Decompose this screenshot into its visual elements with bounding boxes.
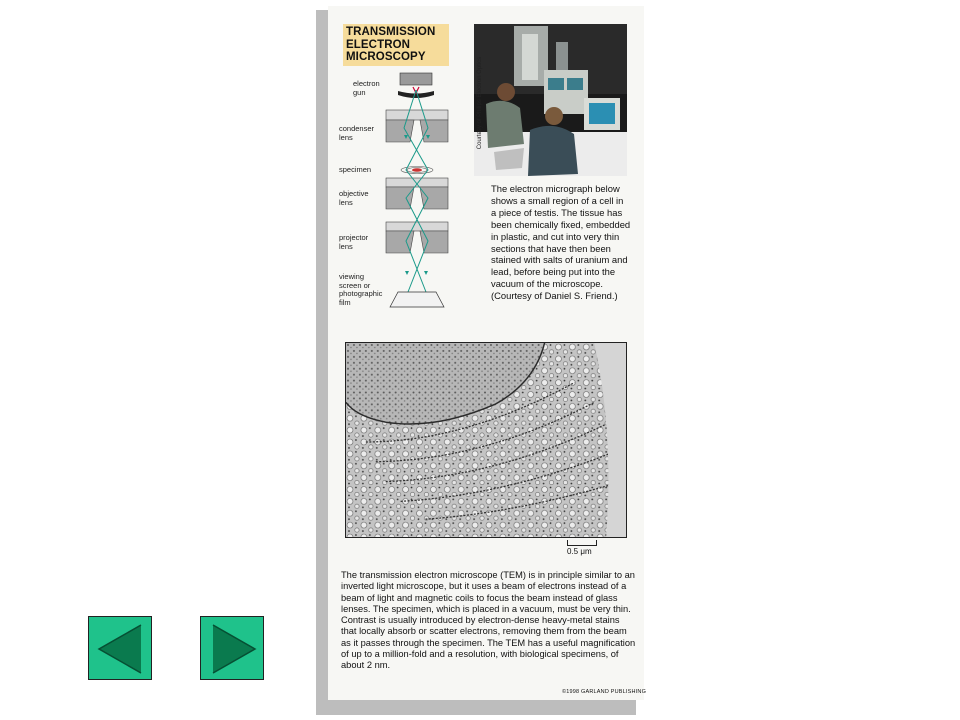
- label-electron-gun: electron gun: [353, 79, 380, 97]
- label-specimen: specimen: [339, 165, 372, 174]
- label-condenser-lens: condenser lens: [339, 124, 375, 142]
- condenser-lens-icon: [386, 110, 448, 142]
- next-slide-button[interactable]: [200, 616, 264, 680]
- right-triangle-icon: [201, 617, 265, 681]
- body-text: The transmission electron microscope (TEM) is in principle similar to an inverted light microscope, but it uses a beam of electrons instead of a beam of light and magnetic coils to focus the beam instead of glass lenses. The specimen, which is placed in a vacuum, must be very thin. Contrast is usually introduced by electron-dense heavy-metal stains that locally absorb or scatter electrons, removing them from the beam as it passes through the specimen. The TEM has a useful magnification of up to a million-fold and a resolution, with biological specimens, of about 2 nm.: [341, 570, 636, 671]
- scale-bar-label: 0.5 μm: [567, 547, 592, 556]
- label-viewing-screen: viewing screen or photographic film: [339, 272, 383, 307]
- tem-column-diagram: [380, 66, 460, 316]
- title-line-3: MICROSCOPY: [346, 51, 426, 63]
- electron-gun-icon: [400, 73, 432, 85]
- electron-micrograph-image: [345, 342, 627, 538]
- objective-lens-icon: [386, 178, 448, 209]
- left-triangle-icon: [89, 617, 153, 681]
- photo-credit: Courtesy of Philips Electron Optics: [477, 56, 483, 150]
- label-projector-lens: projector lens: [339, 233, 369, 251]
- copyright-notice: ©1998 GARLAND PUBLISHING: [562, 689, 647, 695]
- microscope-lab-photo: [474, 24, 627, 176]
- scale-bar: [567, 540, 597, 546]
- title-line-2: ELECTRON: [346, 38, 411, 51]
- projector-lens-icon: [386, 222, 448, 253]
- micrograph-caption: The electron micrograph below shows a small region of a cell in a piece of testis. The tissue has been chemically fixed, embedded in plastic, and cut into very thin sections that have then been stained with salts of uranium and lead, before being put into the vacuum of the microscope. (Courtesy of Daniel S. Friend.): [491, 183, 631, 302]
- label-objective-lens: objective lens: [339, 189, 369, 207]
- viewing-screen-icon: [390, 292, 444, 307]
- previous-slide-button[interactable]: [88, 616, 152, 680]
- title-box: [343, 24, 449, 66]
- title-line-1: TRANSMISSION: [346, 26, 436, 38]
